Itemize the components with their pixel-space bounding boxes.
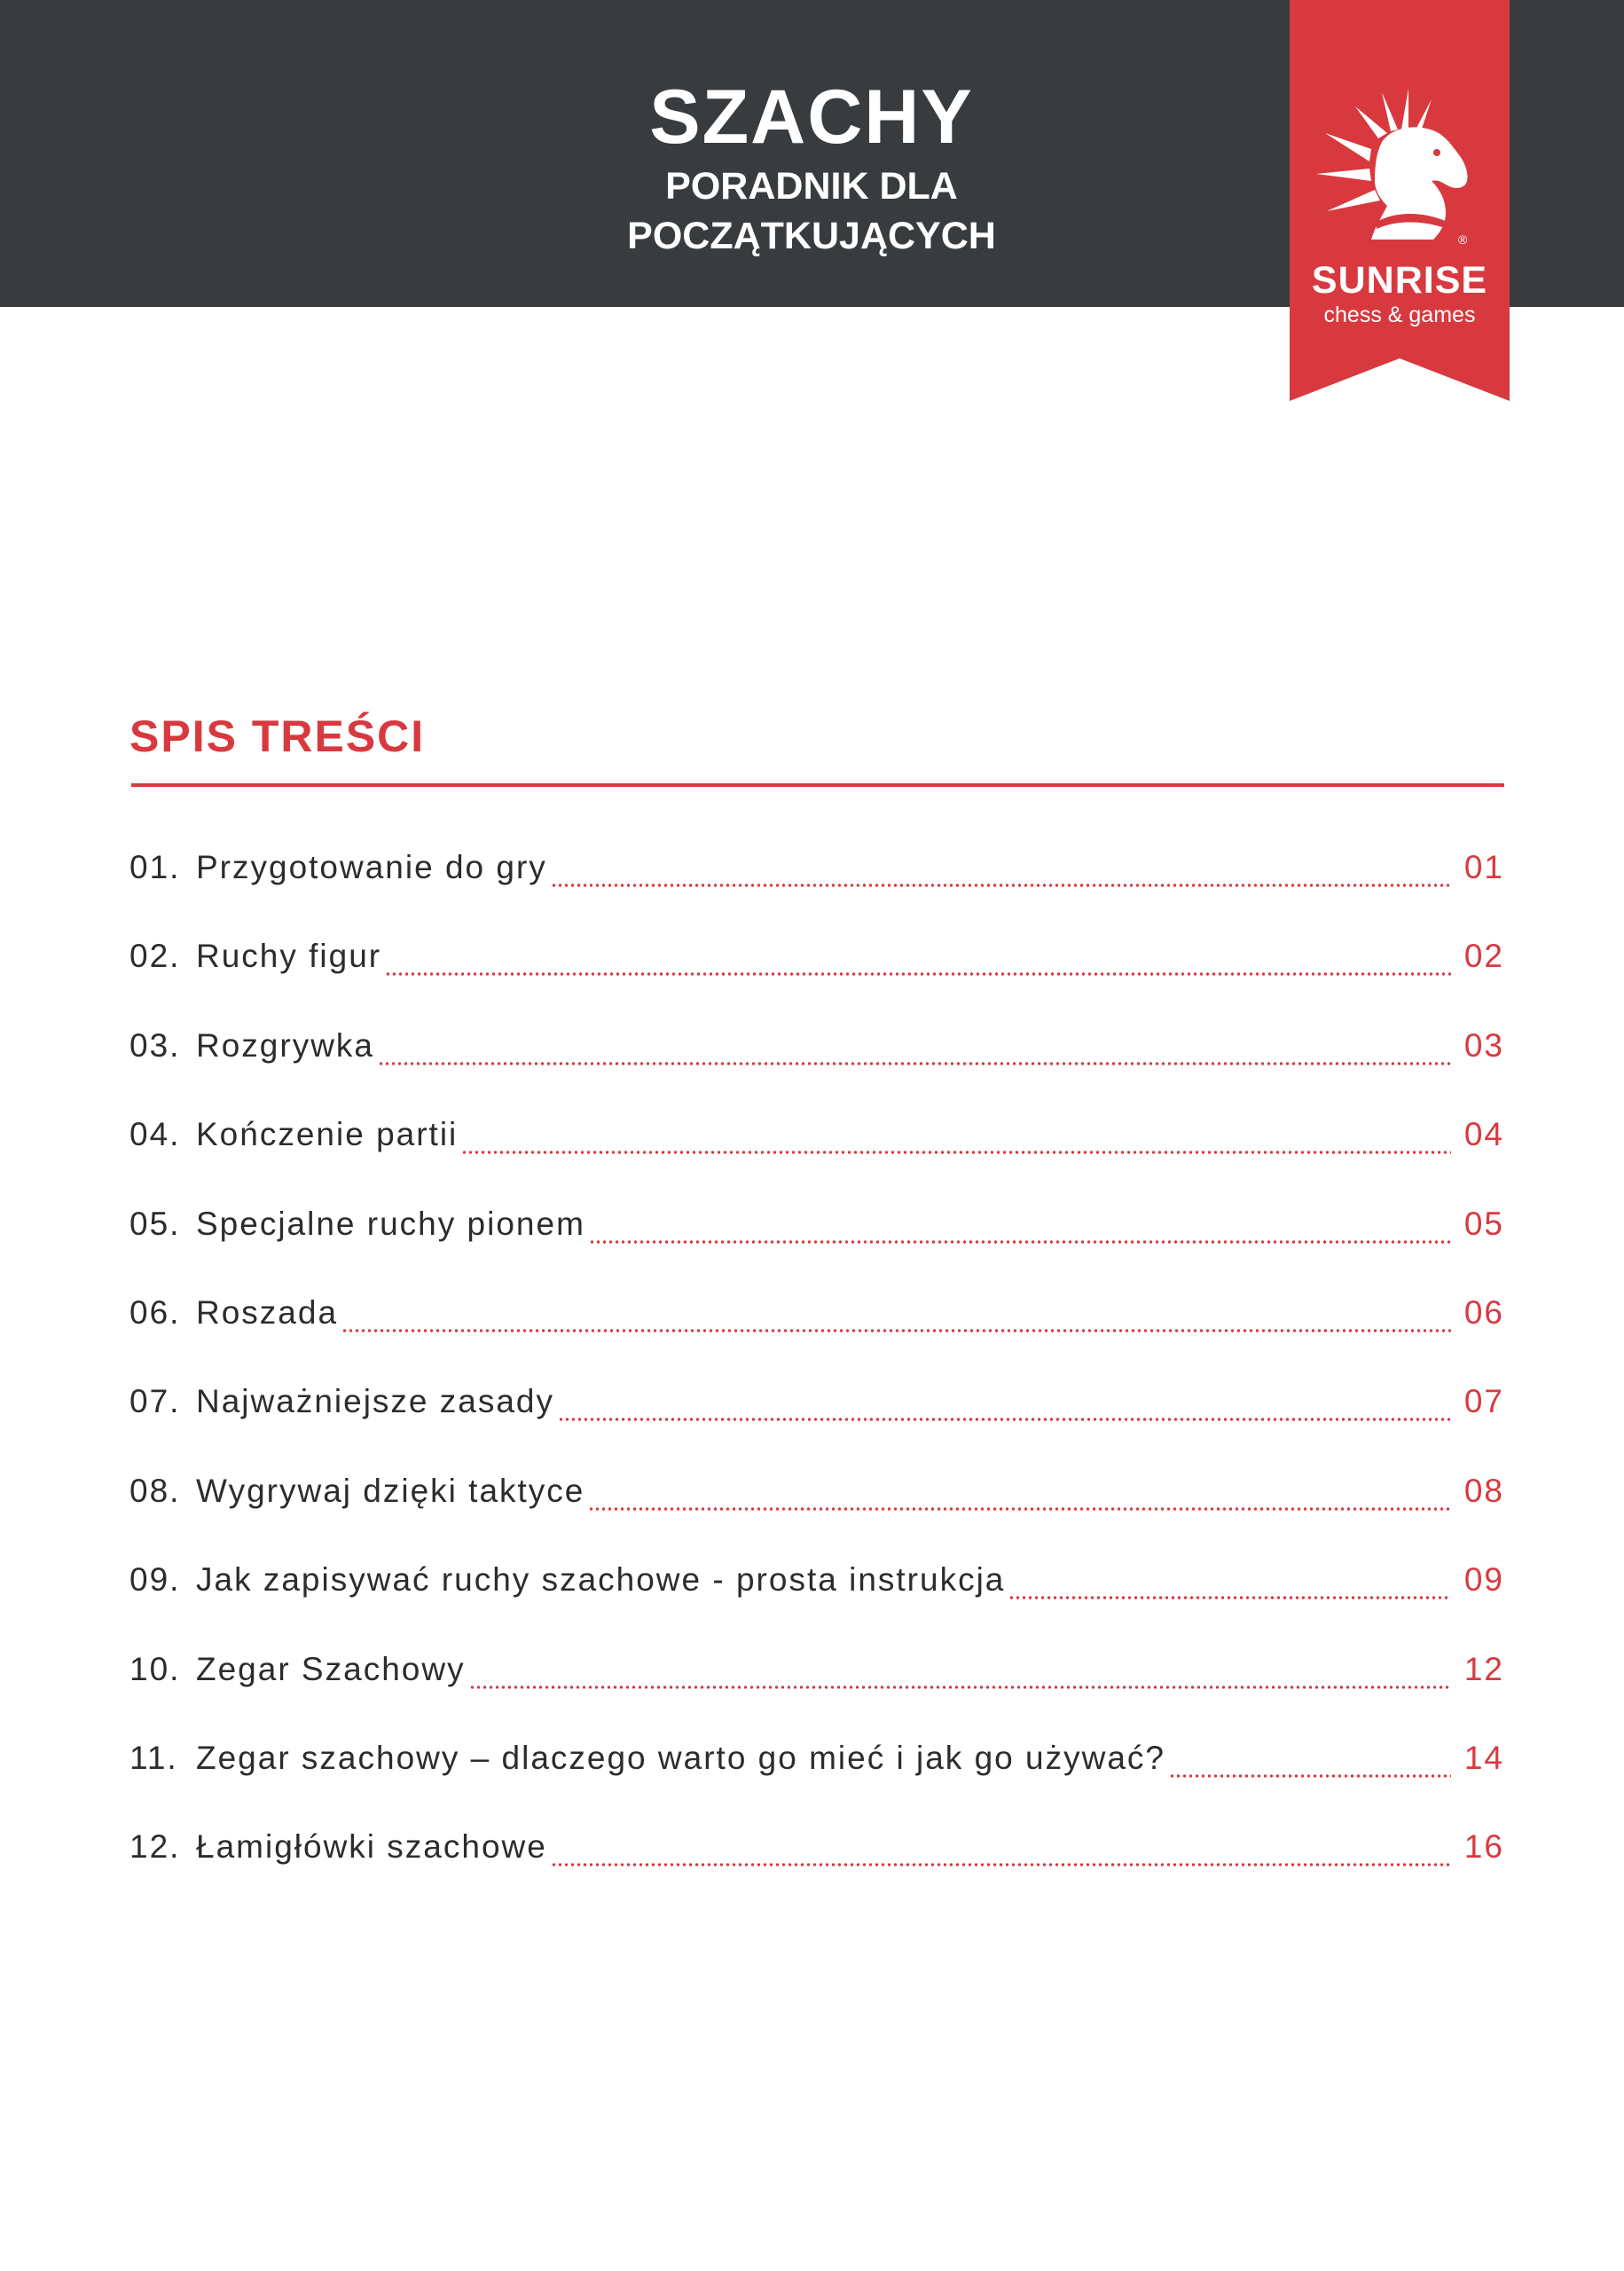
toc-item[interactable] (129, 1370, 1504, 1458)
title-block (532, 0, 1091, 307)
toc-item-title: Rozgrywka (196, 1026, 374, 1064)
toc-item-number: 09. (129, 1561, 181, 1599)
toc-item-page: 09 (1463, 1561, 1504, 1599)
toc-item[interactable] (129, 1014, 1504, 1103)
toc-item[interactable] (129, 1726, 1504, 1815)
toc-item-title: Łamigłówki szachowe (196, 1828, 547, 1866)
toc-item-leader-dots (551, 1863, 1451, 1866)
toc-item[interactable] (129, 1281, 1504, 1370)
toc-item[interactable] (129, 836, 1504, 924)
toc-item-title: Jak zapisywać ruchy szachowe - prosta instrukcja (196, 1561, 1006, 1599)
toc-item[interactable] (129, 1548, 1504, 1637)
brand-badge (1290, 0, 1510, 401)
toc-item[interactable] (129, 1459, 1504, 1548)
page-title: SZACHY (649, 75, 974, 160)
toc-item-page: 03 (1463, 1026, 1504, 1064)
header-bar (0, 0, 1624, 327)
toc-item-number: 08. (129, 1472, 181, 1509)
badge-ribbon (1290, 0, 1510, 401)
toc-item-number: 11. (129, 1739, 178, 1776)
toc-item-title: Specjalne ruchy pionem (196, 1205, 585, 1242)
toc-item-page: 06 (1463, 1293, 1504, 1331)
toc-item-leader-dots (378, 1062, 1451, 1065)
toc-item-title: Roszada (196, 1293, 339, 1331)
toc-item-leader-dots (558, 1418, 1451, 1421)
toc-item[interactable] (129, 1638, 1504, 1726)
toc-item[interactable] (129, 1192, 1504, 1281)
toc-item-page: 04 (1463, 1116, 1504, 1153)
toc-item-title: Zegar szachowy – dlaczego warto go mieć i jak go używać? (196, 1739, 1165, 1776)
toc-item-leader-dots (589, 1240, 1451, 1244)
toc-item[interactable] (129, 1815, 1504, 1904)
toc-item-page: 16 (1463, 1828, 1504, 1866)
toc-item-number: 06. (129, 1293, 181, 1331)
toc-item-leader-dots (551, 884, 1451, 887)
subtitle-line-1: PORADNIK DLA (665, 165, 958, 208)
toc-item-title: Ruchy figur (196, 938, 382, 975)
toc-item-page: 01 (1463, 849, 1504, 885)
toc-item-title: Najważniejsze zasady (196, 1383, 555, 1420)
toc-item-number: 02. (129, 938, 181, 975)
subtitle-line-2: POCZĄTKUJĄCYCH (627, 215, 996, 257)
toc-item-leader-dots (461, 1151, 1451, 1154)
page-subtitle (532, 161, 1091, 261)
toc-item-page: 02 (1463, 938, 1504, 975)
toc-item-page: 07 (1463, 1383, 1504, 1420)
toc-item-number: 03. (129, 1026, 181, 1064)
toc-item-leader-dots (588, 1507, 1451, 1511)
toc-item-number: 05. (129, 1205, 181, 1242)
brand-tagline: chess & games (1323, 303, 1476, 327)
toc-item-page: 08 (1463, 1472, 1504, 1509)
toc-item-title: Kończenie partii (196, 1116, 459, 1153)
toc-item-page: 05 (1463, 1205, 1504, 1242)
toc-item-number: 10. (129, 1650, 181, 1687)
toc-item-leader-dots (341, 1329, 1451, 1332)
toc-divider (131, 783, 1504, 787)
toc-item-number: 07. (129, 1383, 181, 1420)
toc-item-leader-dots (1008, 1596, 1451, 1599)
toc-item-title: Zegar Szachowy (196, 1650, 466, 1687)
toc-item-leader-dots (1169, 1774, 1451, 1778)
toc-item-number: 01. (129, 849, 181, 885)
toc-item-number: 12. (129, 1828, 181, 1866)
toc-item-title: Wygrywaj dzięki taktyce (196, 1472, 585, 1509)
toc-item-leader-dots (385, 972, 1451, 976)
registered-mark: ® (1458, 232, 1468, 247)
toc-item[interactable] (129, 1103, 1504, 1191)
toc-heading: SPIS TREŚCI (129, 711, 426, 761)
toc-item[interactable] (129, 924, 1504, 1013)
brand-name: SUNRISE (1311, 259, 1488, 302)
toc-item-title: Przygotowanie do gry (196, 849, 547, 885)
toc-list (129, 836, 1504, 1905)
toc-item-number: 04. (129, 1116, 181, 1153)
toc-item-leader-dots (469, 1686, 1451, 1689)
toc-item-page: 12 (1463, 1650, 1504, 1687)
toc-item-page: 14 (1463, 1739, 1504, 1776)
